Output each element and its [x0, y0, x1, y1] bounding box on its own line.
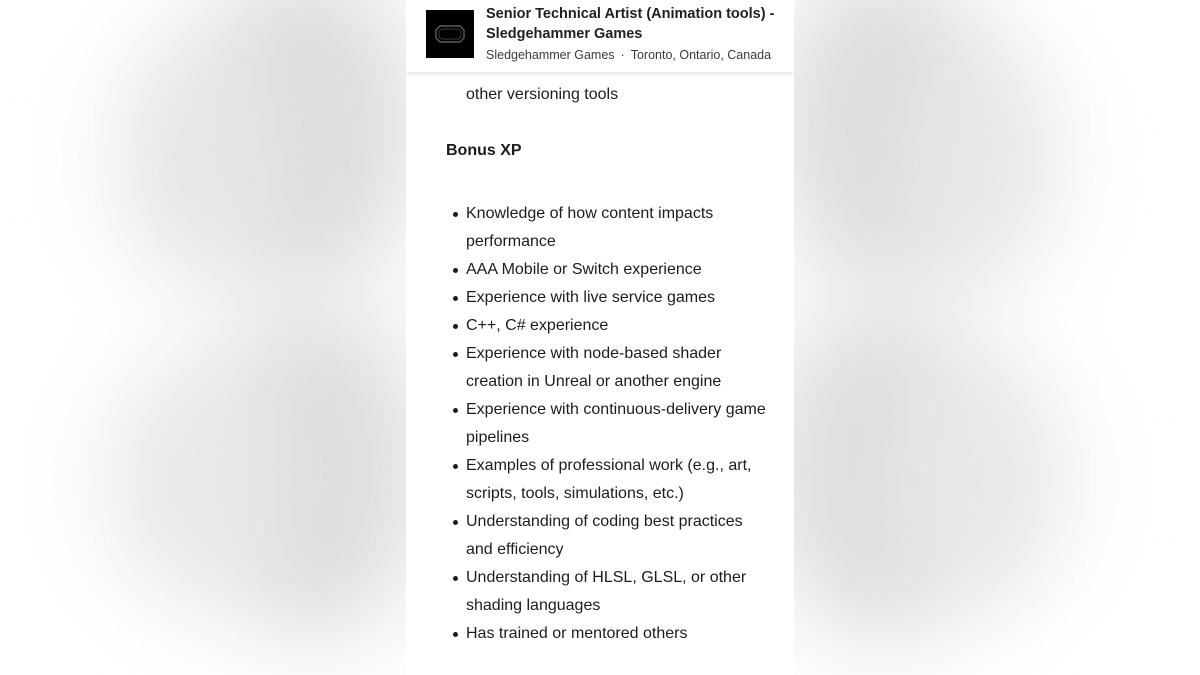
job-location: Toronto, Ontario, Canada — [630, 48, 772, 62]
list-item: AAA Mobile or Switch experience — [466, 256, 766, 284]
job-description-screen — [406, 0, 794, 675]
list-item: Understanding of coding best practices and efficiency — [466, 508, 766, 564]
list-item: Experience with node-based shader creation in Unreal or another engine — [466, 340, 766, 396]
previous-item-tail: other versioning tools — [466, 86, 619, 103]
blurred-background-left — [0, 0, 406, 675]
list-item: Experience with live service games — [466, 284, 766, 312]
list-item: Has trained or mentored others — [466, 620, 766, 648]
list-item: C++, C# experience — [466, 312, 766, 340]
list-item: Experience with continuous-delivery game pipelines — [466, 396, 766, 452]
company-logo[interactable] — [426, 10, 474, 58]
sticky-job-header[interactable] — [406, 0, 794, 72]
company-name[interactable]: Sledgehammer Games — [486, 48, 615, 62]
blurred-background-right — [794, 0, 1200, 675]
list-item: Examples of professional work (e.g., art, scripts, tools, simulations, etc.) — [466, 452, 766, 508]
bonus-xp-heading: Bonus XP — [446, 142, 522, 159]
sledgehammer-games-logo-icon — [426, 10, 474, 58]
meta-separator: · — [620, 48, 625, 62]
bonus-xp-list — [406, 200, 794, 648]
job-meta — [486, 47, 771, 63]
job-title[interactable]: Senior Technical Artist (Animation tools) - Sledgehammer Games — [486, 6, 775, 42]
list-item: Understanding of HLSL, GLSL, or other shading languages — [466, 564, 766, 620]
list-item: Knowledge of how content impacts performance — [466, 200, 766, 256]
